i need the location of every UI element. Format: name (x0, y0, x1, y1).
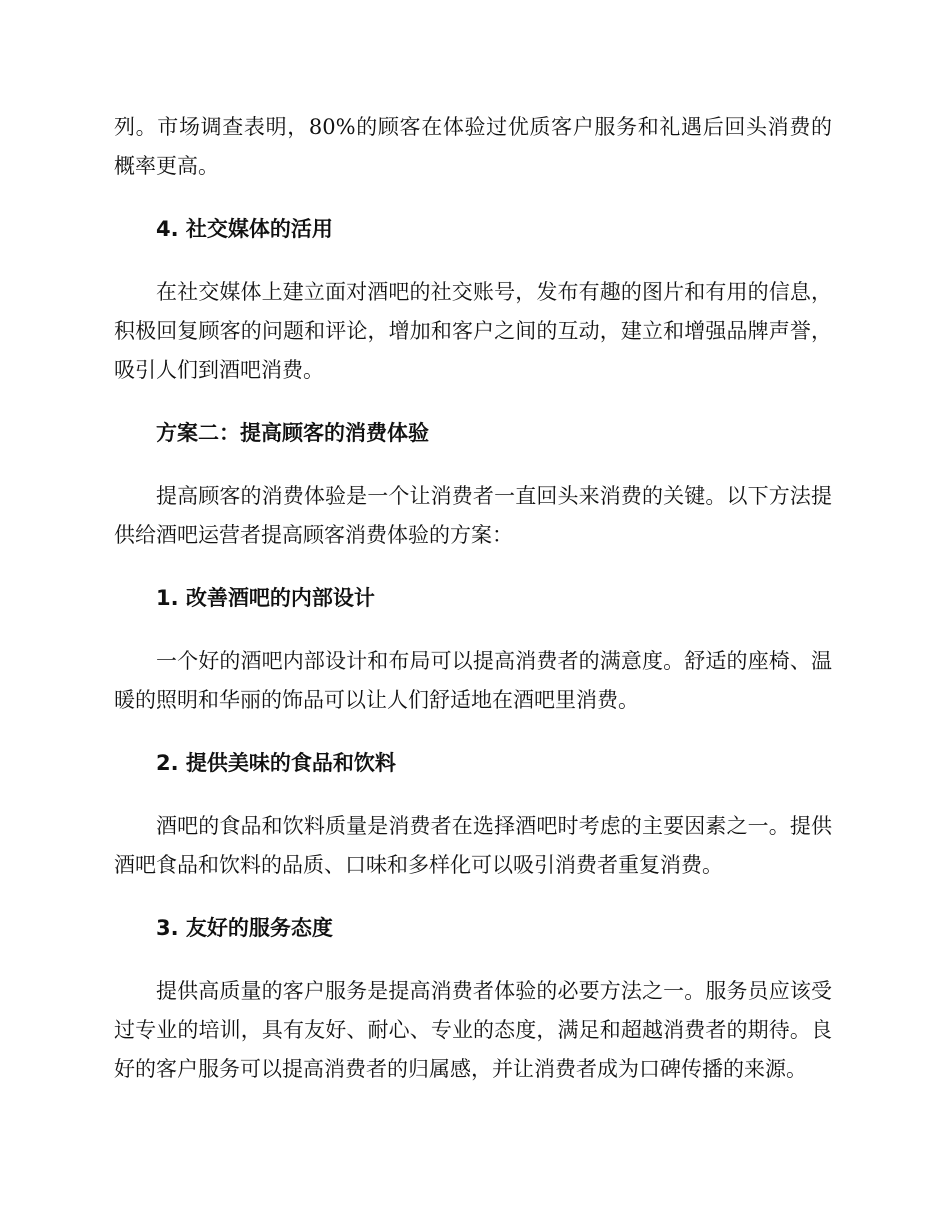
paragraph-plan-two-intro: 提高顾客的消费体验是一个让消费者一直回头来消费的关键。以下方法提供给酒吧运营者提高顾客消费体验的方案： (114, 484, 832, 547)
section-heading-service-attitude: 3. 友好的服务态度 (156, 916, 333, 940)
paragraph-continued: 列。市场调查表明，80%的顾客在体验过优质客户服务和礼遇后回头消费的概率更高。 (114, 115, 832, 178)
section-heading-food-drinks: 2. 提供美味的食品和饮料 (156, 751, 396, 775)
paragraph-social-media: 在社交媒体上建立面对酒吧的社交账号，发布有趣的图片和有用的信息，积极回复顾客的问题和评论，增加和客户之间的互动，建立和增强品牌声誉，吸引人们到酒吧消费。 (114, 280, 832, 382)
paragraph-service-attitude: 提供高质量的客户服务是提高消费者体验的必要方法之一。服务员应该受过专业的培训，具有友好、耐心、专业的态度，满足和超越消费者的期待。良好的客户服务可以提高消费者的归属感，并让消费者成为口碑传播的来源。 (114, 979, 832, 1081)
paragraph-food-drinks: 酒吧的食品和饮料质量是消费者在选择酒吧时考虑的主要因素之一。提供酒吧食品和饮料的品质、口味和多样化可以吸引消费者重复消费。 (114, 814, 832, 877)
section-heading-plan-two: 方案二：提高顾客的消费体验 (156, 421, 429, 445)
section-heading-social-media: 4. 社交媒体的活用 (156, 217, 333, 241)
section-heading-interior-design: 1. 改善酒吧的内部设计 (156, 586, 375, 610)
paragraph-interior-design: 一个好的酒吧内部设计和布局可以提高消费者的满意度。舒适的座椅、温暖的照明和华丽的饰品可以让人们舒适地在酒吧里消费。 (114, 649, 832, 712)
